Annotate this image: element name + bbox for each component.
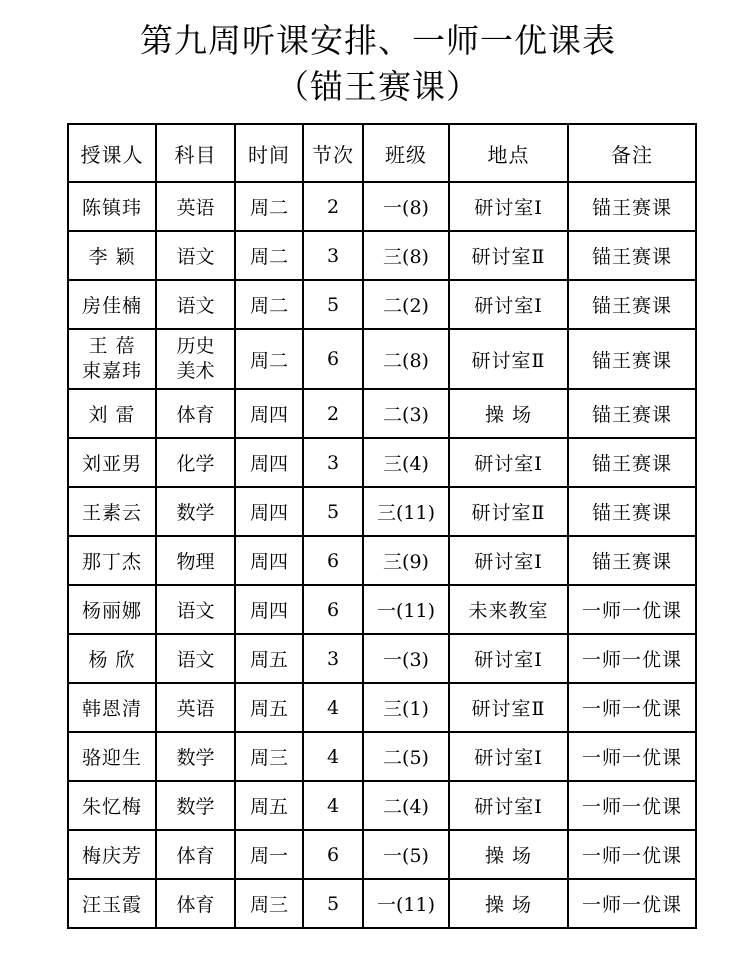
teacher-cell: [68, 280, 156, 329]
teacher-name: 王素云: [81, 502, 142, 524]
table-row: [68, 280, 696, 329]
note-cell: 锚王赛课: [568, 182, 696, 231]
header-location: 地点: [449, 124, 568, 182]
day-cell: 周二: [235, 280, 303, 329]
subject-cell: [156, 438, 235, 487]
day-cell: 周一: [235, 830, 303, 879]
location-cell: 未来教室: [449, 585, 568, 634]
teacher-name: 朱忆梅: [81, 796, 142, 818]
note-cell: 一师一优课: [568, 830, 696, 879]
teacher-name: 梅庆芳: [81, 845, 142, 867]
note-cell: 锚王赛课: [568, 280, 696, 329]
header-class: 班级: [363, 124, 449, 182]
table-row: [68, 389, 696, 438]
note-cell: 一师一优课: [568, 781, 696, 830]
table-row: [68, 487, 696, 536]
table-row: [68, 231, 696, 280]
teacher-cell: [68, 389, 156, 438]
location-cell: 研讨室Ⅰ: [449, 438, 568, 487]
header-time: 时间: [235, 124, 303, 182]
table-row: [68, 879, 696, 928]
teacher-cell: [68, 231, 156, 280]
period-cell: 6: [303, 830, 363, 879]
period-cell: 5: [303, 280, 363, 329]
subject-name: 数学: [176, 502, 215, 524]
subject-cell: [156, 182, 235, 231]
class-cell: 二(8): [363, 329, 449, 389]
teacher-cell: [68, 329, 156, 389]
teacher-name: 汪玉霞: [81, 894, 142, 916]
location-cell: 操 场: [449, 830, 568, 879]
subject-cell: [156, 683, 235, 732]
location-cell: 研讨室Ⅱ: [449, 329, 568, 389]
location-cell: 研讨室Ⅰ: [449, 732, 568, 781]
teacher-name: 束嘉玮: [81, 360, 142, 382]
teacher-name: 骆迎生: [81, 747, 142, 769]
teacher-name: 房佳楠: [81, 295, 142, 317]
note-cell: 锚王赛课: [568, 231, 696, 280]
period-cell: 3: [303, 231, 363, 280]
subject-cell: [156, 329, 235, 389]
period-cell: 3: [303, 438, 363, 487]
title-subtitle: （锚王赛课）: [276, 67, 480, 106]
class-cell: 三(9): [363, 536, 449, 585]
subject-name: 数学: [176, 796, 215, 818]
period-cell: 6: [303, 536, 363, 585]
subject-name: 体育: [176, 894, 215, 916]
teacher-name: 陈镇玮: [81, 197, 142, 219]
day-cell: 周四: [235, 536, 303, 585]
teacher-cell: [68, 182, 156, 231]
teacher-cell: [68, 487, 156, 536]
note-cell: 锚王赛课: [568, 438, 696, 487]
class-cell: 三(1): [363, 683, 449, 732]
teacher-name: 杨 欣: [88, 649, 136, 671]
class-cell: 二(2): [363, 280, 449, 329]
location-cell: 研讨室Ⅰ: [449, 182, 568, 231]
subject-name: 物理: [176, 551, 215, 573]
location-cell: 研讨室Ⅰ: [449, 280, 568, 329]
table-row: [68, 536, 696, 585]
subject-cell: [156, 634, 235, 683]
subject-cell: [156, 781, 235, 830]
day-cell: 周五: [235, 634, 303, 683]
table-row: [68, 585, 696, 634]
title-main: 第九周听课安排、一师一优课表: [140, 21, 616, 60]
period-cell: 5: [303, 879, 363, 928]
day-cell: 周二: [235, 329, 303, 389]
class-cell: 三(8): [363, 231, 449, 280]
location-cell: 操 场: [449, 879, 568, 928]
note-cell: 锚王赛课: [568, 329, 696, 389]
note-cell: 锚王赛课: [568, 487, 696, 536]
schedule-body: [68, 182, 696, 928]
subject-cell: [156, 231, 235, 280]
day-cell: 周三: [235, 732, 303, 781]
subject-cell: [156, 585, 235, 634]
period-cell: 6: [303, 585, 363, 634]
note-cell: 一师一优课: [568, 585, 696, 634]
location-cell: 操 场: [449, 389, 568, 438]
subject-cell: [156, 732, 235, 781]
day-cell: 周三: [235, 879, 303, 928]
subject-name: 英语: [176, 698, 215, 720]
period-cell: 3: [303, 634, 363, 683]
note-cell: 一师一优课: [568, 634, 696, 683]
teacher-name: 王 蓓: [88, 335, 136, 357]
day-cell: 周五: [235, 683, 303, 732]
subject-name: 美术: [176, 360, 215, 382]
teacher-cell: [68, 438, 156, 487]
table-row: [68, 781, 696, 830]
day-cell: 周四: [235, 585, 303, 634]
class-cell: 二(4): [363, 781, 449, 830]
subject-name: 数学: [176, 747, 215, 769]
location-cell: 研讨室Ⅱ: [449, 231, 568, 280]
class-cell: 一(3): [363, 634, 449, 683]
class-cell: 一(11): [363, 879, 449, 928]
class-cell: 二(5): [363, 732, 449, 781]
period-cell: 2: [303, 182, 363, 231]
teacher-cell: [68, 683, 156, 732]
table-row: [68, 830, 696, 879]
note-cell: 一师一优课: [568, 732, 696, 781]
teacher-cell: [68, 781, 156, 830]
teacher-cell: [68, 536, 156, 585]
class-cell: 一(8): [363, 182, 449, 231]
location-cell: 研讨室Ⅰ: [449, 536, 568, 585]
subject-cell: [156, 879, 235, 928]
day-cell: 周四: [235, 389, 303, 438]
table-row: [68, 732, 696, 781]
table-row: [68, 182, 696, 231]
subject-cell: [156, 830, 235, 879]
header-teacher: 授课人: [68, 124, 156, 182]
teacher-name: 那丁杰: [81, 551, 142, 573]
schedule-table: [67, 123, 697, 929]
subject-name: 语文: [176, 649, 215, 671]
class-cell: 三(4): [363, 438, 449, 487]
subject-cell: [156, 536, 235, 585]
subject-name: 英语: [176, 197, 215, 219]
header-period: 节次: [303, 124, 363, 182]
teacher-name: 杨丽娜: [81, 600, 142, 622]
note-cell: 一师一优课: [568, 879, 696, 928]
table-header-row: [68, 124, 696, 182]
teacher-name: 刘亚男: [81, 453, 142, 475]
note-cell: 锚王赛课: [568, 389, 696, 438]
teacher-name: 李 颖: [88, 246, 136, 268]
location-cell: 研讨室Ⅰ: [449, 634, 568, 683]
teacher-cell: [68, 585, 156, 634]
table-row: [68, 329, 696, 389]
subject-name: 体育: [176, 404, 215, 426]
period-cell: 4: [303, 683, 363, 732]
location-cell: 研讨室Ⅱ: [449, 487, 568, 536]
class-cell: 一(11): [363, 585, 449, 634]
subject-name: 语文: [176, 295, 215, 317]
subject-name: 语文: [176, 600, 215, 622]
table-row: [68, 438, 696, 487]
day-cell: 周四: [235, 438, 303, 487]
subject-cell: [156, 389, 235, 438]
subject-name: 体育: [176, 845, 215, 867]
day-cell: 周五: [235, 781, 303, 830]
teacher-cell: [68, 879, 156, 928]
location-cell: 研讨室Ⅰ: [449, 781, 568, 830]
table-row: [68, 683, 696, 732]
day-cell: 周二: [235, 182, 303, 231]
period-cell: 6: [303, 329, 363, 389]
subject-name: 历史: [176, 335, 215, 357]
table-row: [68, 634, 696, 683]
header-note: 备注: [568, 124, 696, 182]
period-cell: 4: [303, 781, 363, 830]
class-cell: 三(11): [363, 487, 449, 536]
note-cell: 一师一优课: [568, 683, 696, 732]
subject-name: 化学: [176, 453, 215, 475]
class-cell: 二(3): [363, 389, 449, 438]
subject-cell: [156, 487, 235, 536]
period-cell: 2: [303, 389, 363, 438]
header-subject: 科目: [156, 124, 235, 182]
teacher-name: 韩恩清: [81, 698, 142, 720]
location-cell: 研讨室Ⅱ: [449, 683, 568, 732]
page-title: [0, 18, 756, 110]
teacher-cell: [68, 634, 156, 683]
class-cell: 一(5): [363, 830, 449, 879]
period-cell: 4: [303, 732, 363, 781]
period-cell: 5: [303, 487, 363, 536]
subject-name: 语文: [176, 246, 215, 268]
day-cell: 周二: [235, 231, 303, 280]
note-cell: 锚王赛课: [568, 536, 696, 585]
teacher-cell: [68, 830, 156, 879]
subject-cell: [156, 280, 235, 329]
teacher-cell: [68, 732, 156, 781]
day-cell: 周四: [235, 487, 303, 536]
teacher-name: 刘 雷: [88, 404, 136, 426]
